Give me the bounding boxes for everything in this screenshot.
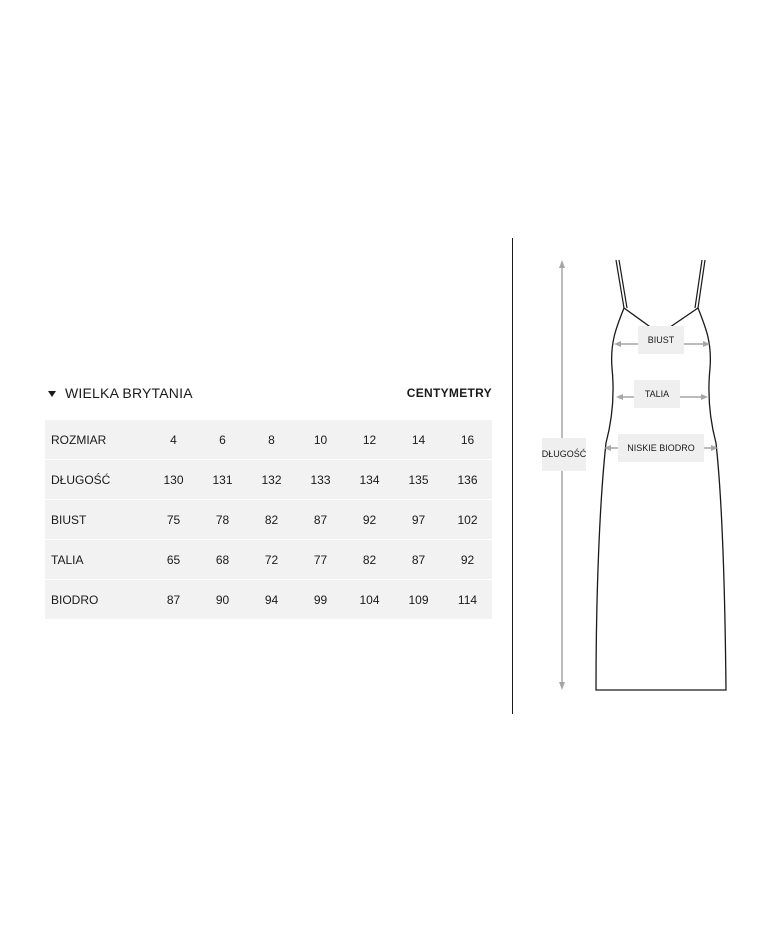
table-cell: 99 [296, 580, 345, 620]
table-cell: 102 [443, 500, 492, 540]
table-cell: 78 [198, 500, 247, 540]
table-cell: 94 [247, 580, 296, 620]
table-cell: 8 [247, 420, 296, 460]
table-cell: 130 [149, 460, 198, 500]
row-label: ROZMIAR [45, 420, 149, 460]
dress-measurement-diagram [520, 238, 760, 718]
table-cell: 12 [345, 420, 394, 460]
row-label: BIUST [45, 500, 149, 540]
table-cell: 87 [394, 540, 443, 580]
table-cell: 97 [394, 500, 443, 540]
table-cell: 90 [198, 580, 247, 620]
unit-toggle[interactable]: CENTYMETRY [406, 386, 492, 400]
table-cell: 10 [296, 420, 345, 460]
caret-down-icon [48, 391, 56, 397]
table-cell: 4 [149, 420, 198, 460]
table-cell: 72 [247, 540, 296, 580]
table-cell: 16 [443, 420, 492, 460]
row-label: DŁUGOŚĆ [45, 460, 149, 500]
bust-label: BIUST [638, 326, 684, 354]
table-cell: 87 [149, 580, 198, 620]
table-cell: 77 [296, 540, 345, 580]
table-cell: 133 [296, 460, 345, 500]
region-label: WIELKA BRYTANIA [65, 385, 193, 401]
table-cell: 92 [345, 500, 394, 540]
table-cell: 75 [149, 500, 198, 540]
table-cell: 114 [443, 580, 492, 620]
table-cell: 132 [247, 460, 296, 500]
waist-label: TALIA [634, 380, 680, 408]
table-cell: 134 [345, 460, 394, 500]
region-dropdown[interactable] [48, 385, 193, 401]
row-label: BIODRO [45, 580, 149, 620]
table-cell: 82 [345, 540, 394, 580]
table-cell: 65 [149, 540, 198, 580]
table-cell: 92 [443, 540, 492, 580]
length-label: DŁUGOŚĆ [542, 438, 586, 471]
section-divider [512, 238, 513, 714]
table-cell: 109 [394, 580, 443, 620]
dress-outline-icon [520, 238, 760, 718]
table-cell: 131 [198, 460, 247, 500]
table-cell: 136 [443, 460, 492, 500]
table-cell: 82 [247, 500, 296, 540]
table-cell: 104 [345, 580, 394, 620]
table-cell: 87 [296, 500, 345, 540]
table-row [45, 540, 492, 580]
table-row [45, 420, 492, 460]
table-row [45, 500, 492, 540]
table-row [45, 580, 492, 620]
table-cell: 6 [198, 420, 247, 460]
table-cell: 135 [394, 460, 443, 500]
hip-label: NISKIE BIODRO [618, 434, 704, 462]
table-cell: 68 [198, 540, 247, 580]
table-cell: 14 [394, 420, 443, 460]
table-row [45, 460, 492, 500]
size-chart-table [45, 420, 492, 619]
row-label: TALIA [45, 540, 149, 580]
